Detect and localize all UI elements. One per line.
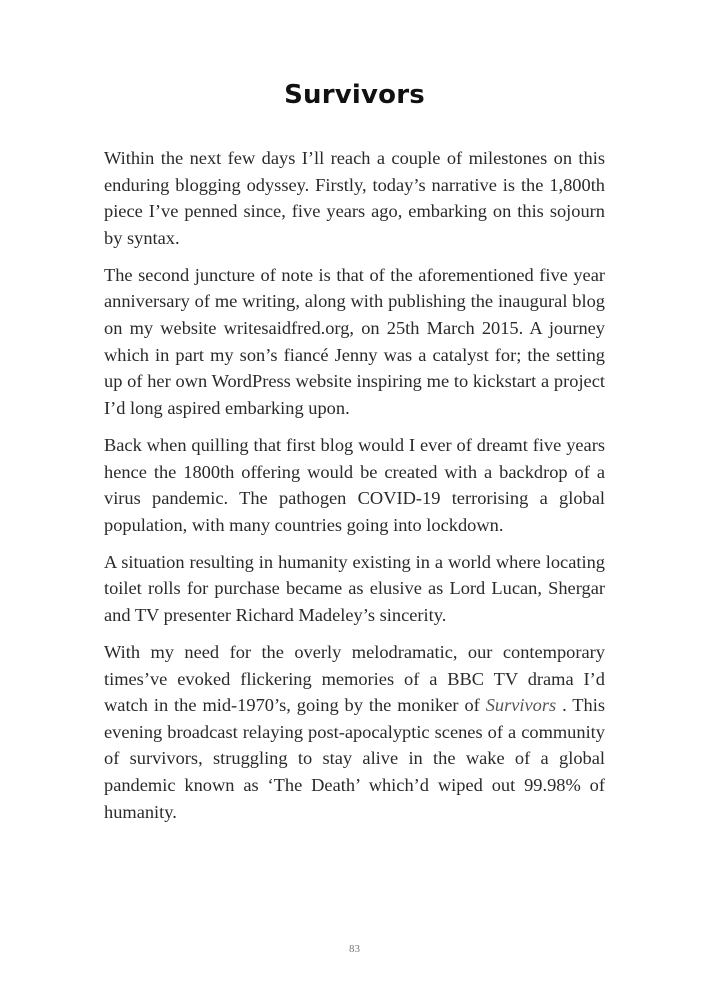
- paragraph-2: The second juncture of note is that of the aforementioned five year anniversary of me writing, along with publishing the inaugural blog on my website writesaidfred.org, on 25th March 2015. A journey which in part my son’s fiancé Jenny was a catalyst for; the setting up of her own WordPress website inspiring me to kickstart a project I’d long aspired embarking upon.: [104, 264, 605, 418]
- body-text: [104, 145, 605, 836]
- paragraph-5-text-start: With my need for the overly melodramatic, our contemporary times’ve evoked flickering memories of a BBC TV drama I’d watch in the mid-1970’s, going by the moniker of: [104, 642, 605, 716]
- paragraph-1: Within the next few days I’ll reach a couple of milestones on this enduring blogging odyssey. Firstly, today’s narrative is the 1,800th piece I’ve penned since, five years ago, embarking on this sojourn by syntax.: [104, 148, 605, 248]
- show-title-italic: Survivors: [485, 695, 557, 716]
- page-number: 83: [349, 943, 360, 955]
- paragraph-4: A situation resulting in humanity existing in a world where locating toilet rolls for purchase became as elusive as Lord Lucan, Shergar and TV presenter Richard Madeley’s sincerity.: [104, 551, 605, 625]
- paragraph-5: [104, 639, 605, 825]
- page-title: Survivors: [284, 80, 425, 110]
- paragraph-3: Back when quilling that first blog would I ever of dreamt five years hence the 1800th offering would be created with a backdrop of a virus pandemic. The pathogen COVID-19 terrorising a global population, with many countries going into lockdown.: [104, 434, 605, 535]
- paragraph-5-text-end: . This evening broadcast relaying post-apocalyptic scenes of a community of survivors, struggling to stay alive in the wake of a global pandemic known as ‘The Death’ which’d wiped out 99.98% of humanity.: [104, 695, 606, 822]
